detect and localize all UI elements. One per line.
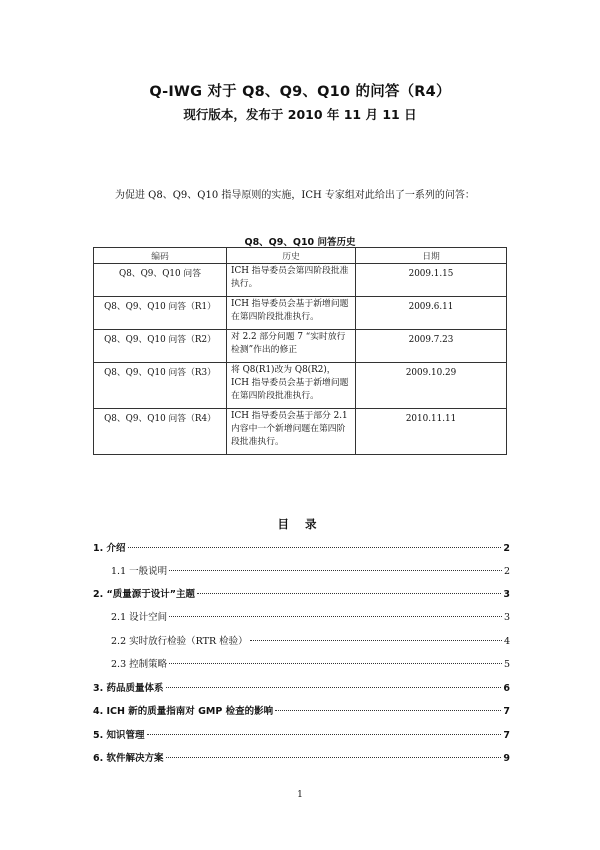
toc-leader-dots — [250, 640, 502, 641]
row-date: 2009.7.23 — [356, 330, 507, 363]
row-history: ICH 指导委员会基于部分 2.1 内容中一个新增问题在第四阶段批准执行。 — [227, 409, 356, 455]
toc-leader-dots — [169, 663, 502, 664]
column-header-history: 历史 — [227, 248, 356, 264]
column-header-date: 日期 — [356, 248, 507, 264]
toc-entry-page: 6 — [503, 683, 510, 694]
table-row — [94, 297, 507, 330]
toc-entry-label: 2.1 设计空间 — [111, 612, 168, 623]
toc-leader-dots — [128, 547, 502, 548]
column-header-code: 编码 — [94, 248, 227, 264]
toc-entry-page: 3 — [503, 589, 510, 600]
toc-entry-page: 2 — [503, 566, 510, 577]
history-table — [93, 247, 507, 455]
toc-leader-dots — [147, 734, 502, 735]
toc-entry-label: 5. 知识管理 — [93, 730, 145, 741]
toc-entry[interactable] — [93, 586, 510, 600]
toc-leader-dots — [197, 593, 501, 594]
toc-entry[interactable] — [93, 703, 510, 717]
row-history: ICH 指导委员会第四阶段批准执行。 — [227, 264, 356, 297]
toc-entry-label: 1.1 一般说明 — [111, 566, 168, 577]
toc-entry-page: 3 — [503, 612, 510, 623]
row-date: 2009.6.11 — [356, 297, 507, 330]
row-history: 将 Q8(R1)改为 Q8(R2)，ICH 指导委员会基于新增问题在第四阶段批准执行。 — [227, 363, 356, 409]
toc-entry-label: 2.2 实时放行检验（RTR 检验） — [111, 636, 248, 647]
table-row — [94, 409, 507, 455]
document-title: Q-IWG 对于 Q8、Q9、Q10 的问答（R4） — [149, 84, 451, 100]
history-table-caption: Q8、Q9、Q10 问答历史 — [244, 237, 356, 248]
page-number: 1 — [297, 790, 303, 800]
toc-entry-label: 2. “质量源于设计”主题 — [93, 589, 196, 600]
toc-entry[interactable] — [93, 633, 510, 647]
row-code: Q8、Q9、Q10 问答（R1） — [94, 297, 227, 330]
history-table-header-row — [94, 248, 507, 264]
toc-entry-label: 3. 药品质量体系 — [93, 683, 164, 694]
table-row — [94, 363, 507, 409]
toc-heading: 目 录 — [277, 517, 323, 531]
document-subtitle: 现行版本，发布于 2010 年 11 月 11 日 — [183, 107, 417, 122]
toc-entry[interactable] — [93, 656, 510, 670]
toc-entry-page: 5 — [503, 659, 510, 670]
row-code: Q8、Q9、Q10 问答（R4） — [94, 409, 227, 455]
toc-entry-page: 7 — [503, 730, 510, 741]
toc-entry-label: 1. 介绍 — [93, 543, 126, 554]
row-code: Q8、Q9、Q10 问答（R2） — [94, 330, 227, 363]
row-date: 2009.1.15 — [356, 264, 507, 297]
intro-paragraph: 为促进 Q8、Q9、Q10 指导原则的实施，ICH 专家组对此给出了一系列的问答： — [115, 190, 475, 201]
toc-entry[interactable] — [93, 750, 510, 764]
row-date: 2009.10.29 — [356, 363, 507, 409]
toc-entry[interactable] — [93, 727, 510, 741]
row-code: Q8、Q9、Q10 问答 — [94, 264, 227, 297]
toc-leader-dots — [166, 757, 502, 758]
toc-leader-dots — [169, 616, 502, 617]
toc-leader-dots — [275, 710, 501, 711]
row-code: Q8、Q9、Q10 问答（R3） — [94, 363, 227, 409]
toc-entry[interactable] — [93, 680, 510, 694]
toc-entry-label: 6. 软件解决方案 — [93, 753, 164, 764]
table-row — [94, 330, 507, 363]
row-date: 2010.11.11 — [356, 409, 507, 455]
row-history: 对 2.2 部分问题 7 “实时放行检测”作出的修正 — [227, 330, 356, 363]
toc-entry-page: 9 — [503, 753, 510, 764]
toc-leader-dots — [169, 570, 502, 571]
toc-leader-dots — [166, 687, 502, 688]
toc-entry-page: 7 — [503, 706, 510, 717]
toc-entry[interactable] — [93, 609, 510, 623]
row-history: ICH 指导委员会基于新增问题在第四阶段批准执行。 — [227, 297, 356, 330]
toc-entry-page: 2 — [503, 543, 510, 554]
toc-entry[interactable] — [93, 540, 510, 554]
toc-entry-page: 4 — [503, 636, 510, 647]
toc-entry[interactable] — [93, 563, 510, 577]
table-row — [94, 264, 507, 297]
toc-entry-label: 4. ICH 新的质量指南对 GMP 检查的影响 — [93, 706, 274, 717]
toc-entry-label: 2.3 控制策略 — [111, 659, 168, 670]
